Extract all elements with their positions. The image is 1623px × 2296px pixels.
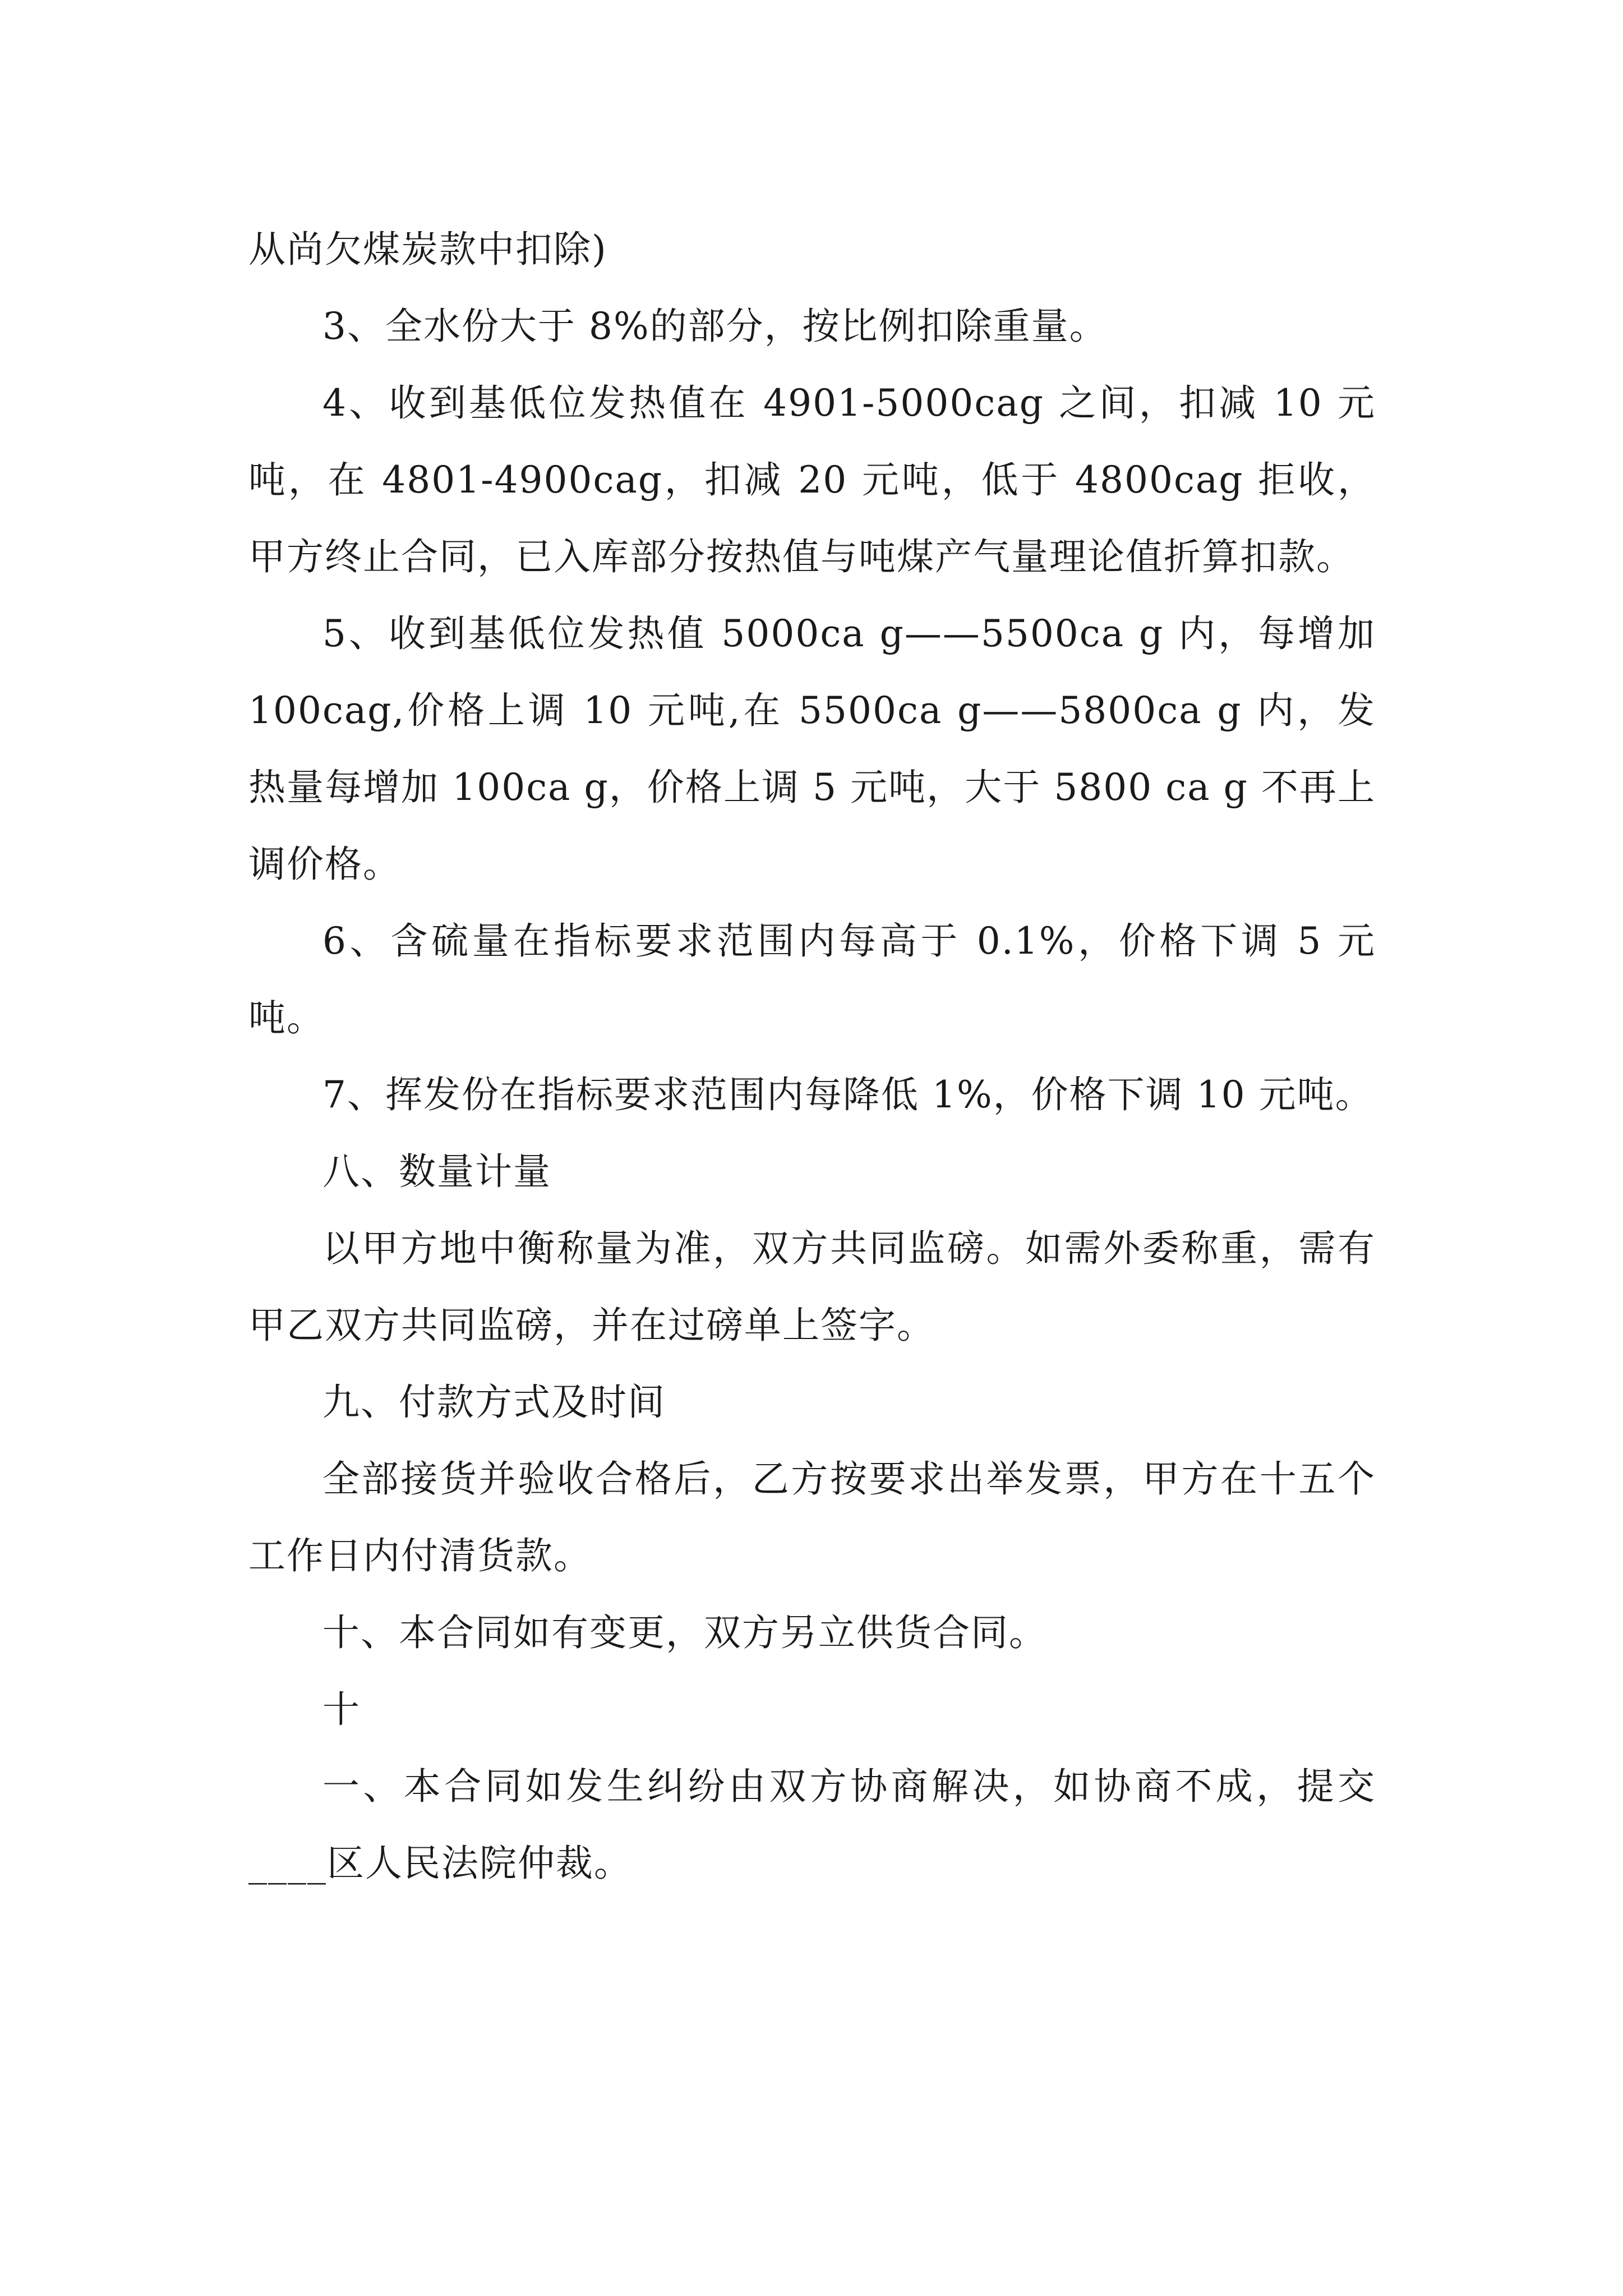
paragraph-continuation: 从尚欠煤炭款中扣除) [248,228,607,271]
paragraph-item-6-sulfur: 6、含硫量在指标要求范围内每高于 0.1%，价格下调 5 元吨。 [248,919,1376,1039]
document-body [248,211,1376,1902]
paragraph-quantity-terms: 以甲方地中衡称量为准，双方共同监磅。如需外委称重，需有甲乙双方共同监磅，并在过磅单上签字。 [248,1227,1376,1347]
paragraph-item-3-moisture: 3、全水份大于 8%的部分，按比例扣除重量。 [322,305,1108,348]
section-heading-payment: 九、付款方式及时间 [322,1381,666,1424]
section-heading-quantity: 八、数量计量 [322,1150,551,1193]
section-eleven-number: 十 [322,1688,361,1731]
paragraph-payment-terms: 全部接货并验收合格后，乙方按要求出举发票，甲方在十五个工作日内付清货款。 [248,1457,1376,1577]
paragraph-item-4-calorific-deduction: 4、收到基低位发热值在 4901-5000cag 之间，扣减 10 元吨，在 4801-4900cag，扣减 20 元吨，低于 4800cag 拒收，甲方终止合同，已入库部分按热值与吨煤产气量理论值折算扣款。 [248,381,1376,578]
section-ten-changes: 十、本合同如有变更，双方另立供货合同。 [322,1611,1047,1654]
paragraph-item-7-volatile: 7、挥发份在指标要求范围内每降低 1%，价格下调 10 元吨。 [322,1073,1373,1116]
paragraph-dispute-resolution: 一、本合同如发生纠纷由双方协商解决，如协商不成，提交____区人民法院仲裁。 [248,1765,1376,1885]
paragraph-item-5-calorific-bonus: 5、收到基低位发热值 5000ca g——5500ca g 内，每增加 100cag,价格上调 10 元吨,在 5500ca g——5800ca g 内，发热量每增加 100ca g，价格上调 5 元吨，大于 5800 ca g 不再上调价格。 [248,612,1376,886]
